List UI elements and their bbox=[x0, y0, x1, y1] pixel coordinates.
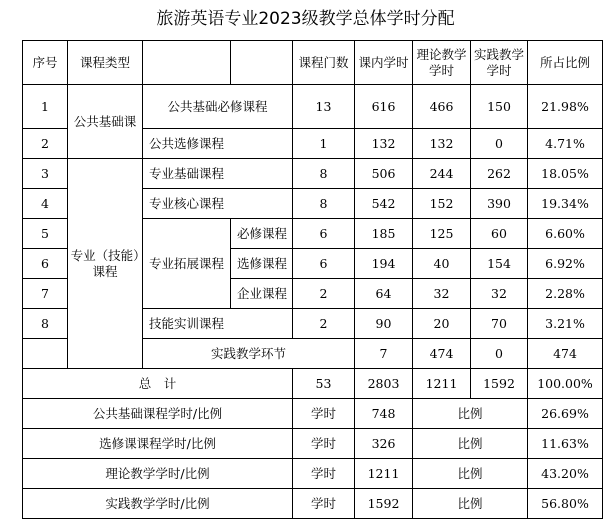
row-practice: 32 bbox=[471, 279, 528, 309]
summary-value: 326 bbox=[355, 429, 413, 459]
row-seq: 4 bbox=[23, 189, 68, 219]
row-practice: 262 bbox=[471, 159, 528, 189]
row-course-name: 技能实训课程 bbox=[143, 309, 293, 339]
row-course-name: 实践教学环节 bbox=[143, 339, 355, 369]
summary-row bbox=[23, 459, 603, 489]
row-ratio: 21.98% bbox=[528, 85, 603, 129]
header-course-type: 课程类型 bbox=[68, 41, 143, 85]
header-practice-hours: 实践教学学时 bbox=[471, 41, 528, 85]
row-count: 8 bbox=[293, 159, 355, 189]
row-theory: 0 bbox=[471, 339, 528, 369]
group-major-extension: 专业拓展课程 bbox=[143, 219, 231, 309]
row-count: 6 bbox=[293, 249, 355, 279]
row-theory: 152 bbox=[413, 189, 471, 219]
row-ratio: 18.05% bbox=[528, 159, 603, 189]
total-theory: 1211 bbox=[413, 369, 471, 399]
row-course-name: 公共基础必修课程 bbox=[143, 85, 293, 129]
row-practice: 0 bbox=[471, 129, 528, 159]
row-in-class: 185 bbox=[355, 219, 413, 249]
row-theory: 20 bbox=[413, 309, 471, 339]
row-count: 6 bbox=[293, 219, 355, 249]
summary-unit: 学时 bbox=[293, 459, 355, 489]
row-seq-empty bbox=[23, 339, 68, 369]
total-label: 总 计 bbox=[23, 369, 293, 399]
row-theory: 32 bbox=[413, 279, 471, 309]
total-in-class: 2803 bbox=[355, 369, 413, 399]
row-seq: 5 bbox=[23, 219, 68, 249]
row-theory: 40 bbox=[413, 249, 471, 279]
header-row bbox=[23, 41, 603, 85]
row-theory: 466 bbox=[413, 85, 471, 129]
group-major: 专业（技能）课程 bbox=[68, 159, 143, 369]
row-theory: 244 bbox=[413, 159, 471, 189]
row-ratio: 2.28% bbox=[528, 279, 603, 309]
total-row bbox=[23, 369, 603, 399]
row-practice: 150 bbox=[471, 85, 528, 129]
total-ratio: 100.00% bbox=[528, 369, 603, 399]
row-count: 13 bbox=[293, 85, 355, 129]
row-practice: 390 bbox=[471, 189, 528, 219]
row-course-name: 选修课程 bbox=[231, 249, 293, 279]
group-public-base: 公共基础课 bbox=[68, 85, 143, 159]
row-count: 2 bbox=[293, 309, 355, 339]
total-count: 53 bbox=[293, 369, 355, 399]
summary-label: 比例 bbox=[413, 429, 528, 459]
table-row bbox=[23, 85, 603, 129]
row-ratio: 4.71% bbox=[528, 129, 603, 159]
row-seq: 1 bbox=[23, 85, 68, 129]
row-in-class: 132 bbox=[355, 129, 413, 159]
summary-ratio: 11.63% bbox=[528, 429, 603, 459]
hours-allocation-table bbox=[22, 40, 603, 519]
row-ratio: 3.21% bbox=[528, 309, 603, 339]
row-ratio: 6.60% bbox=[528, 219, 603, 249]
row-in-class: 506 bbox=[355, 159, 413, 189]
summary-value: 1211 bbox=[355, 459, 413, 489]
row-theory: 132 bbox=[413, 129, 471, 159]
row-count: 2 bbox=[293, 279, 355, 309]
row-practice: 154 bbox=[471, 249, 528, 279]
summary-label: 比例 bbox=[413, 489, 528, 519]
header-in-class-hours: 课内学时 bbox=[355, 41, 413, 85]
summary-name: 理论教学学时/比例 bbox=[23, 459, 293, 489]
header-seq: 序号 bbox=[23, 41, 68, 85]
summary-value: 748 bbox=[355, 399, 413, 429]
row-course-name: 公共选修课程 bbox=[143, 129, 293, 159]
row-in-class: 616 bbox=[355, 85, 413, 129]
row-in-class: 194 bbox=[355, 249, 413, 279]
summary-unit: 学时 bbox=[293, 429, 355, 459]
row-count: 1 bbox=[293, 129, 355, 159]
row-course-name: 必修课程 bbox=[231, 219, 293, 249]
summary-unit: 学时 bbox=[293, 489, 355, 519]
row-course-name: 专业核心课程 bbox=[143, 189, 293, 219]
row-in-class: 90 bbox=[355, 309, 413, 339]
summary-name: 公共基础课程学时/比例 bbox=[23, 399, 293, 429]
row-seq: 8 bbox=[23, 309, 68, 339]
row-in-class: 542 bbox=[355, 189, 413, 219]
header-ratio: 所占比例 bbox=[528, 41, 603, 85]
row-ratio: 19.34% bbox=[528, 189, 603, 219]
header-theory-hours: 理论教学学时 bbox=[413, 41, 471, 85]
row-theory: 125 bbox=[413, 219, 471, 249]
summary-label: 比例 bbox=[413, 459, 528, 489]
row-course-name: 企业课程 bbox=[231, 279, 293, 309]
summary-row bbox=[23, 429, 603, 459]
summary-name: 实践教学学时/比例 bbox=[23, 489, 293, 519]
summary-ratio: 43.20% bbox=[528, 459, 603, 489]
header-blank-2 bbox=[231, 41, 293, 85]
summary-value: 1592 bbox=[355, 489, 413, 519]
row-seq: 6 bbox=[23, 249, 68, 279]
row-practice: 70 bbox=[471, 309, 528, 339]
summary-ratio: 26.69% bbox=[528, 399, 603, 429]
row-count: 7 bbox=[355, 339, 413, 369]
page-title: 旅游英语专业2023级教学总体学时分配 bbox=[156, 9, 455, 29]
summary-name: 选修课课程学时/比例 bbox=[23, 429, 293, 459]
row-practice: 60 bbox=[471, 219, 528, 249]
summary-row bbox=[23, 489, 603, 519]
table-row bbox=[23, 159, 603, 189]
row-count: 8 bbox=[293, 189, 355, 219]
row-ratio: 6.92% bbox=[528, 249, 603, 279]
row-course-name: 专业基础课程 bbox=[143, 159, 293, 189]
summary-ratio: 56.80% bbox=[528, 489, 603, 519]
row-seq: 2 bbox=[23, 129, 68, 159]
header-blank-1 bbox=[143, 41, 231, 85]
summary-label: 比例 bbox=[413, 399, 528, 429]
row-in-class: 64 bbox=[355, 279, 413, 309]
summary-row bbox=[23, 399, 603, 429]
row-practice: 474 bbox=[528, 339, 603, 369]
row-seq: 3 bbox=[23, 159, 68, 189]
row-seq: 7 bbox=[23, 279, 68, 309]
summary-unit: 学时 bbox=[293, 399, 355, 429]
total-practice: 1592 bbox=[471, 369, 528, 399]
row-in-class: 474 bbox=[413, 339, 471, 369]
header-course-count: 课程门数 bbox=[293, 41, 355, 85]
